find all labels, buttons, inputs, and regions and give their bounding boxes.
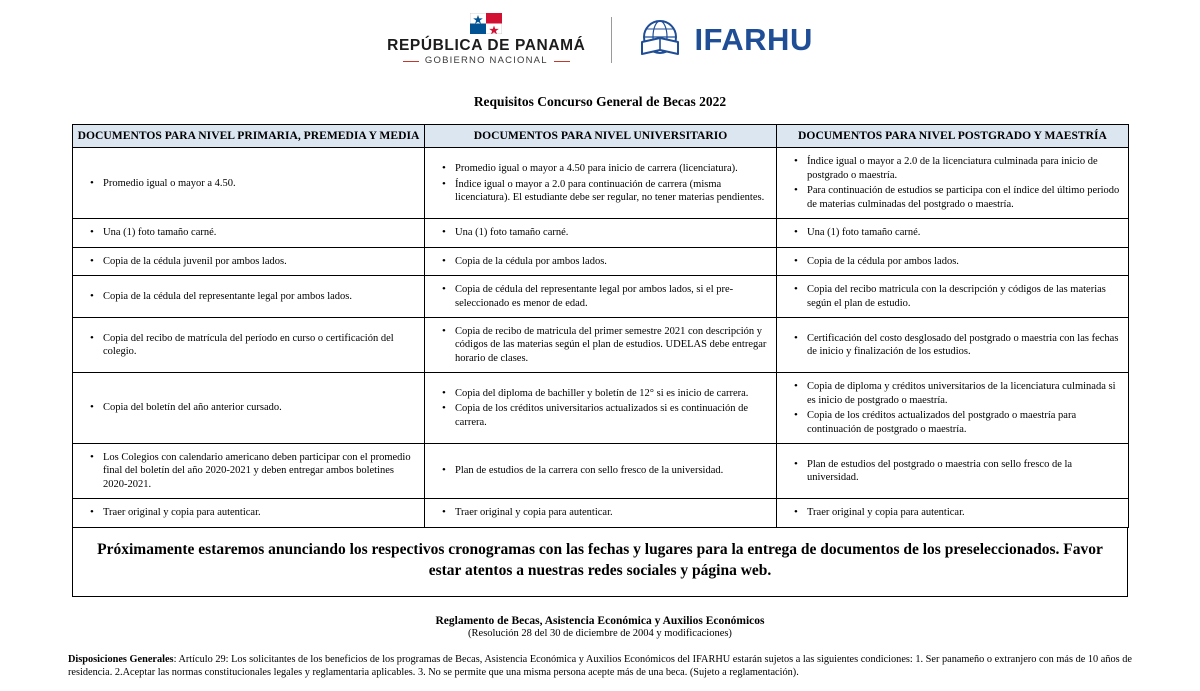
list-item: • Promedio igual o mayor a 4.50 para inicio de carrera (licenciatura). [455, 162, 770, 175]
table-header-row [73, 125, 1129, 148]
cell-universitario [425, 317, 777, 372]
ifarhu-brand [638, 18, 812, 63]
list-item: • Promedio igual o mayor a 4.50. [103, 177, 418, 190]
dash-right-icon [554, 61, 570, 63]
reglamento-subtitle: (Resolución 28 del 30 de diciembre de 2004 y modificaciones) [468, 627, 732, 639]
cell-postgrado [777, 317, 1129, 372]
list-item: • Índice igual o mayor a 2.0 para continuación de carrera (misma licenciatura). El estudiante debe ser regular, no tener materias pendientes. [455, 178, 770, 205]
list-item: • Copia del recibo de matrícula del período en curso o certificación del colegio. [103, 332, 418, 359]
disposiciones-label: Disposiciones Generales [68, 653, 174, 665]
list-item: • Copia de los créditos actualizados del postgrado o maestría para continuación de postgrado o maestría. [807, 409, 1122, 436]
list-item: • Traer original y copia para autenticar. [807, 506, 1122, 519]
cell-universitario [425, 247, 777, 275]
column-header-universitario: DOCUMENTOS PARA NIVEL UNIVERSITARIO [425, 125, 777, 148]
cell-primaria [73, 247, 425, 275]
list-item: • Índice igual o mayor a 2.0 de la licenciatura culminada para inicio de postgrado o maestría. [807, 155, 1122, 182]
list-item: • Traer original y copia para autenticar. [103, 506, 418, 519]
table-row [73, 317, 1129, 372]
document-footer [0, 615, 1200, 639]
list-item: • Para continuación de estudios se participa con el índice del último periodo de materias culminadas del postgrado o maestría. [807, 184, 1122, 211]
cell-postgrado [777, 444, 1129, 499]
cell-primaria [73, 444, 425, 499]
list-item: • Una (1) foto tamaño carné. [807, 226, 1122, 239]
list-item: • Plan de estudios del postgrado o maestria con sello fresco de la universidad. [807, 458, 1122, 485]
cell-universitario [425, 219, 777, 247]
list-item: • Copia de la cédula juvenil por ambos lados. [103, 255, 418, 268]
column-header-primaria: DOCUMENTOS PARA NIVEL PRIMARIA, PREMEDIA Y MEDIA [73, 125, 425, 148]
reglamento-title: Reglamento de Becas, Asistencia Económica y Auxilios Económicos [435, 614, 765, 627]
cell-primaria [73, 148, 425, 219]
list-item: • Copia del diploma de bachiller y boletín de 12° si es inicio de carrera. [455, 387, 770, 400]
cell-universitario [425, 276, 777, 318]
ifarhu-logo-icon [638, 18, 684, 63]
table-head [73, 125, 1129, 148]
list-item: • Copia de recibo de matricula del primer semestre 2021 con descripción y códigos de las materias según el plan de estudios. UDELAS debe entregar horario de clases. [455, 325, 770, 365]
list-item: • Traer original y copia para autenticar. [455, 506, 770, 519]
cell-universitario [425, 148, 777, 219]
list-item: • Una (1) foto tamaño carné. [455, 226, 770, 239]
document-header [0, 0, 1200, 68]
disposiciones-generales [68, 653, 1132, 680]
requirements-table-wrap [72, 124, 1128, 528]
cell-universitario [425, 499, 777, 527]
list-item: • Copia de diploma y créditos universitarios de la licenciatura culminada si es inicio de postgrado o maestría. [807, 380, 1122, 407]
list-item: • Los Colegios con calendario americano deben participar con el promedio final del boletín del año 2020-2021 y deben entregar ambos boletines 2020-2021. [103, 451, 418, 491]
table-row [73, 219, 1129, 247]
list-item: • Copia de la cédula del representante legal por ambos lados. [103, 290, 418, 303]
cell-postgrado [777, 219, 1129, 247]
table-row [73, 373, 1129, 444]
table-body [73, 148, 1129, 527]
list-item: • Una (1) foto tamaño carné. [103, 226, 418, 239]
list-item: • Copia de cédula del representante legal por ambos lados, si el pre-seleccionado es menor de edad. [455, 283, 770, 310]
gov-subtitle: GOBIERNO NACIONAL [424, 55, 548, 67]
column-header-postgrado: DOCUMENTOS PARA NIVEL POSTGRADO Y MAESTRÍA [777, 125, 1129, 148]
page-title: Requisitos Concurso General de Becas 2022 [473, 94, 727, 109]
header-divider [611, 17, 612, 63]
list-item: • Copia de la cédula por ambos lados. [807, 255, 1122, 268]
table-row [73, 499, 1129, 527]
table-row [73, 247, 1129, 275]
list-item: • Plan de estudios de la carrera con sello fresco de la universidad. [455, 464, 770, 477]
cell-postgrado [777, 373, 1129, 444]
table-row [73, 276, 1129, 318]
gov-subtitle-wrap [403, 56, 570, 66]
cell-postgrado [777, 148, 1129, 219]
cell-primaria [73, 219, 425, 247]
table-row [73, 444, 1129, 499]
list-item: • Certificación del costo desglosado del postgrado o maestria con las fechas de inicio y finalización de los estudios. [807, 332, 1122, 359]
list-item: • Copia del boletín del año anterior cursado. [103, 401, 418, 414]
list-item: • Copia de los créditos universitarios actualizados si es continuación de carrera. [455, 402, 770, 429]
cell-postgrado [777, 276, 1129, 318]
cell-postgrado [777, 247, 1129, 275]
gov-title: REPÚBLICA DE PANAMÁ [387, 37, 586, 55]
cell-postgrado [777, 499, 1129, 527]
cell-primaria [73, 317, 425, 372]
panama-flag-icon [470, 13, 502, 34]
cell-primaria [73, 276, 425, 318]
cell-universitario [425, 444, 777, 499]
list-item: • Copia de la cédula por ambos lados. [455, 255, 770, 268]
cell-primaria [73, 373, 425, 444]
disposiciones-text: : Artículo 29: Los solicitantes de los beneficios de los programas de Becas, Asistencia Económica y Auxilios Económicos del IFARHU estarán sujetos a las siguientes condiciones: 1. Ser panameño o extranjero con más de 10 años de residencia. 2.Aceptar las normas constitucionales legales y reglamentaria aplicables. 3. No se permite que una misma persona acepte más de una beca. (Sujeto a reglamentación). [68, 653, 1132, 679]
government-identity [387, 13, 585, 66]
dash-left-icon [403, 61, 419, 63]
brand-name: IFARHU [694, 22, 813, 57]
cell-universitario [425, 373, 777, 444]
table-row [73, 148, 1129, 219]
notice-banner: Próximamente estaremos anunciando los respectivos cronogramas con las fechas y lugares para la entrega de documentos de los preseleccionados. Favor estar atentos a nuestras redes sociales y página web. [72, 528, 1128, 597]
requirements-table [72, 124, 1129, 528]
list-item: • Copia del recibo matricula con la descripción y códigos de las materias según el plan de estudio. [807, 283, 1122, 310]
cell-primaria [73, 499, 425, 527]
